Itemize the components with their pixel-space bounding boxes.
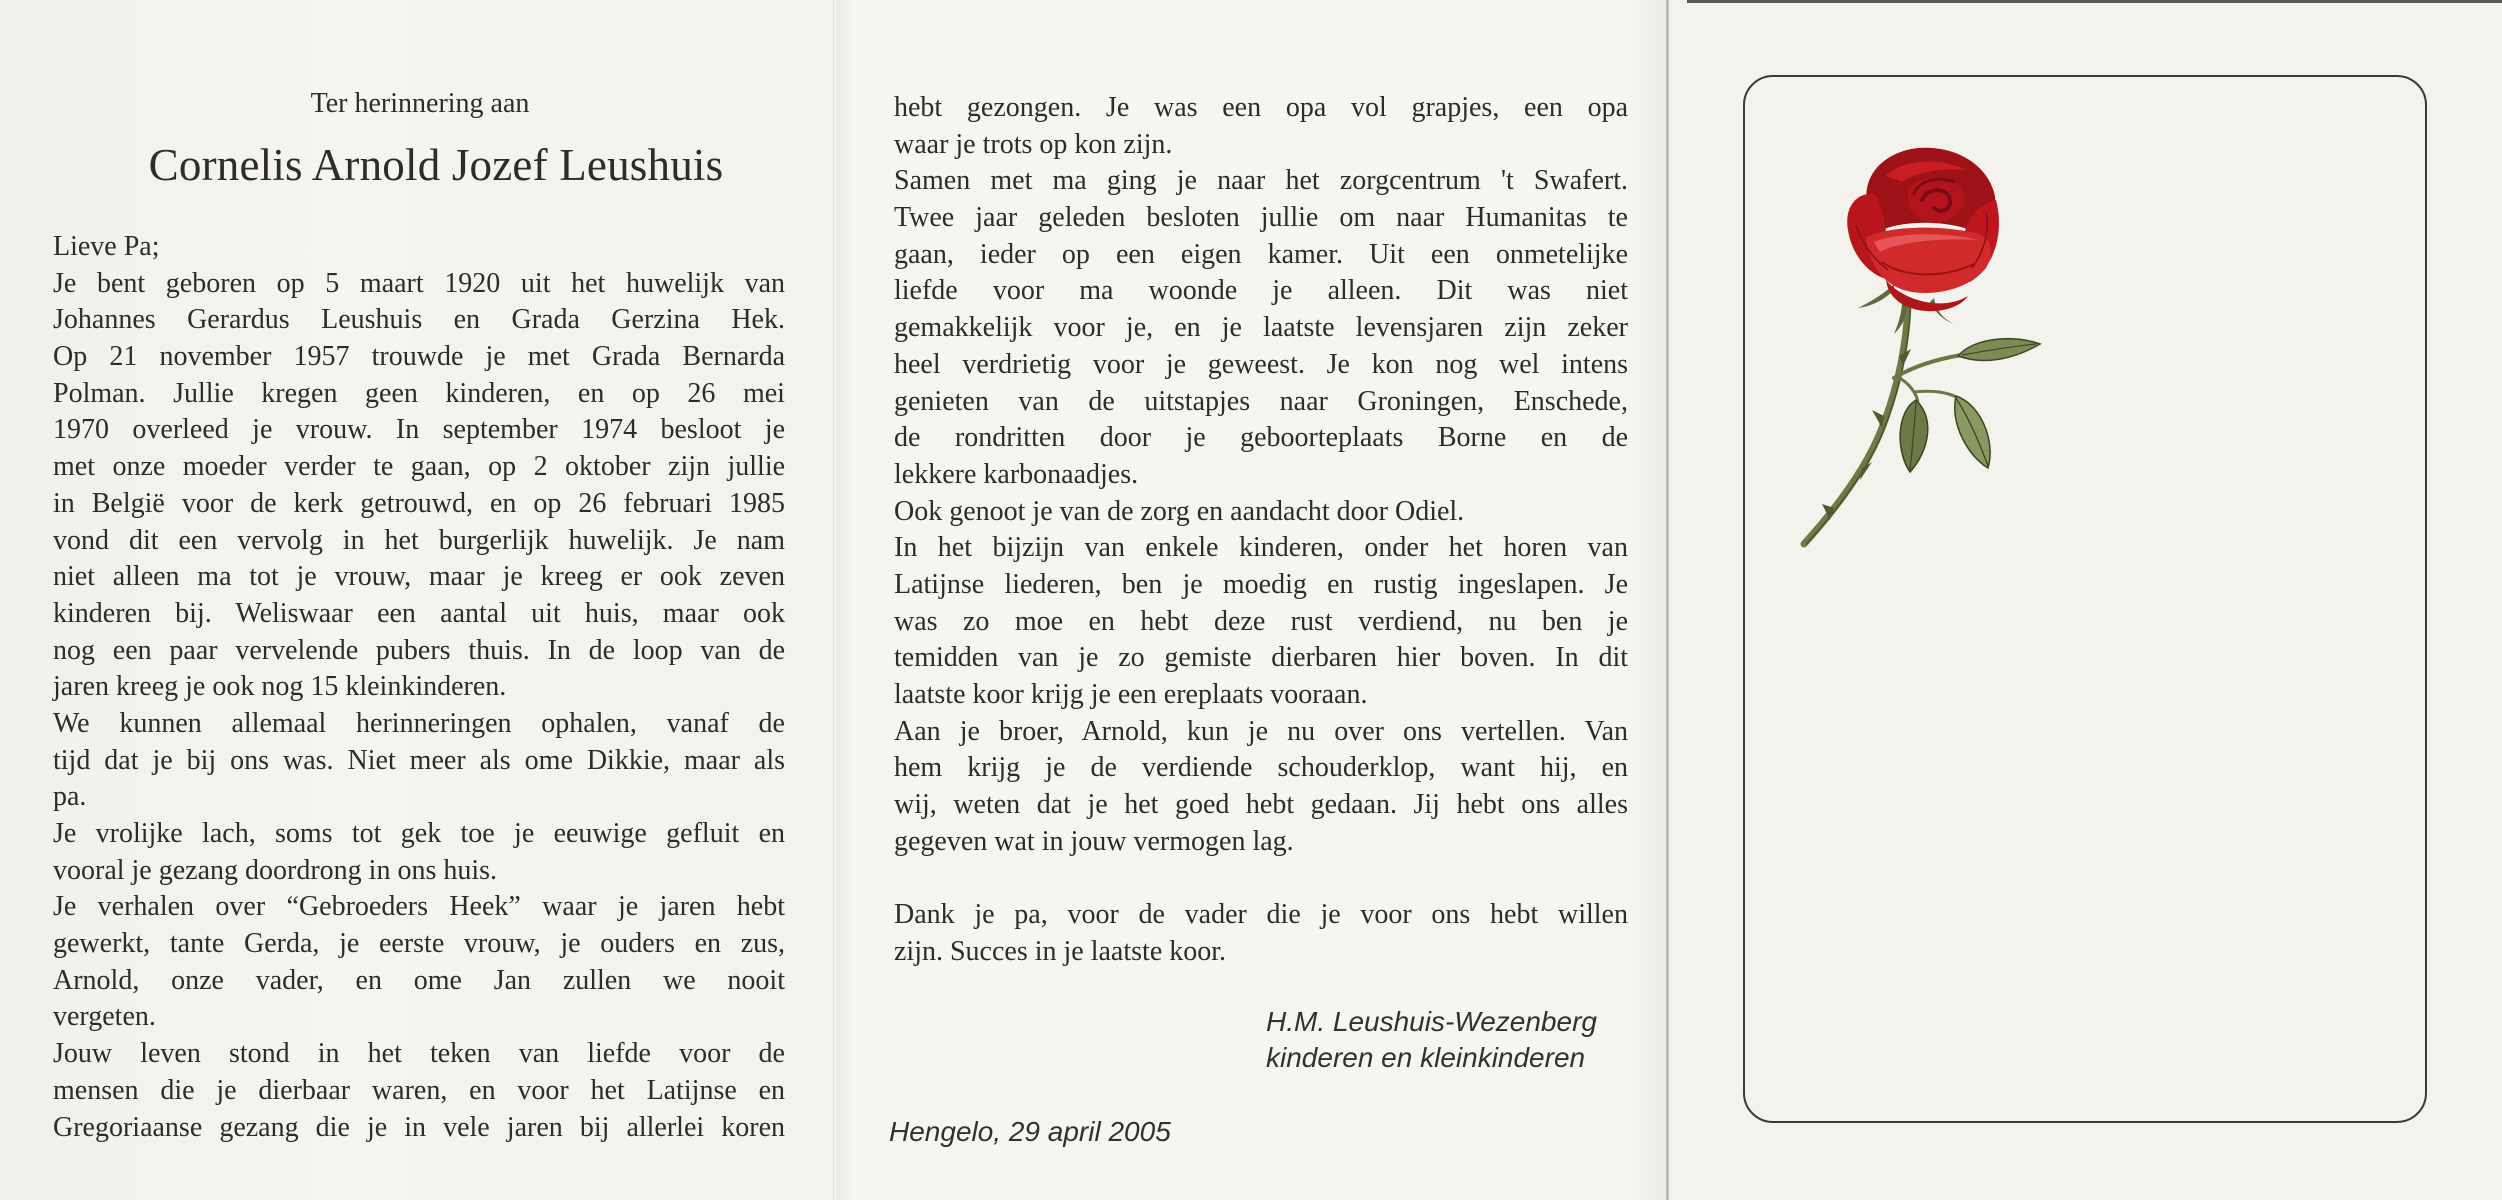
body-line: mensen die je dierbaar waren, en voor het Latijnse en — [53, 1074, 786, 1106]
body-line: vond dit een vervolg in het burgerlijk huwelijk. Je nam — [53, 524, 785, 556]
body-line: Samen met ma ging je naar het zorgcentrum 't Swafert. — [894, 165, 1629, 197]
body-line: temidden van je zo gemiste dierbaren hier boven. In dit — [894, 642, 1629, 674]
body-line: Op 21 november 1957 trouwde je met Grada Bernarda — [53, 341, 786, 373]
body-line: met onze moeder verder te gaan, op 2 oktober zijn jullie — [53, 451, 786, 483]
scan-edge — [1687, 0, 2502, 3]
body-line: laatste koor krijg je een ereplaats vooraan. — [894, 679, 1368, 710]
body-line: liefde voor ma woonde je alleen. Dit was niet — [894, 275, 1628, 307]
body-line: gemakkelijk voor je, en je laatste levensjaren zijn zeker — [894, 312, 1628, 344]
body-line: gewerkt, tante Gerda, je eerste vrouw, je ouders en zus, — [53, 928, 786, 960]
body-line: In het bijzijn van enkele kinderen, onder het horen van — [894, 532, 1628, 564]
memorial-heading: Ter herinnering aan — [310, 88, 530, 119]
middle-body-text — [894, 90, 1628, 971]
fold-line-right — [1666, 0, 1669, 1200]
left-body-text — [53, 229, 785, 1146]
body-line: Je bent geboren op 5 maart 1920 uit het huwelijk van — [53, 267, 786, 299]
body-line: in België voor de kerk getrouwd, en op 26 februari 1985 — [53, 487, 785, 519]
body-line: de rondritten door je geboorteplaats Borne en de — [894, 422, 1629, 454]
deceased-name: Cornelis Arnold Jozef Leushuis — [148, 140, 724, 190]
body-line: Johannes Gerardus Leushuis en Grada Gerzina Hek. — [53, 304, 785, 336]
body-line: was zo moe en hebt deze rust verdiend, nu ben je — [894, 605, 1628, 637]
body-line: nog een paar vervelende pubers thuis. In de loop van de — [53, 634, 786, 666]
body-line: heel verdrietig voor je geweest. Je kon nog wel intens — [894, 348, 1629, 380]
body-line: niet alleen ma tot je vrouw, maar je kreeg er ook zeven — [53, 561, 785, 593]
body-line: Je verhalen over “Gebroeders Heek” waar je jaren hebt — [53, 891, 786, 923]
place-date: Hengelo, 29 april 2005 — [889, 1116, 1171, 1147]
body-line: gegeven wat in jouw vermogen lag. — [894, 825, 1294, 857]
body-line: Twee jaar geleden besloten jullie om naar Humanitas te — [894, 202, 1628, 234]
body-line: Lieve Pa; — [53, 231, 160, 262]
body-line: 1970 overleed je vrouw. In september 1974 besloot je — [53, 414, 785, 446]
body-line: Jouw leven stond in het teken van liefde voor de — [53, 1038, 785, 1070]
body-line: Polman. Jullie kregen geen kinderen, en op 26 mei — [53, 377, 785, 409]
signature-family: kinderen en kleinkinderen — [1266, 1042, 1586, 1073]
paragraph-gap — [894, 860, 1628, 897]
body-line: hebt gezongen. Je was een opa vol grapjes, een opa — [894, 92, 1629, 123]
body-line: Aan je broer, Arnold, kun je nu over ons vertellen. Van — [894, 715, 1629, 747]
body-line: We kunnen allemaal herinneringen ophalen, vanaf de — [53, 707, 785, 739]
body-line: Arnold, onze vader, en ome Jan zullen we nooit — [53, 964, 785, 996]
body-line: Je vrolijke lach, soms tot gek toe je eeuwige gefluit en — [53, 818, 786, 849]
body-line: jaren kreeg je ook nog 15 kleinkinderen. — [53, 671, 507, 703]
red-rose-icon — [1790, 130, 2050, 560]
body-line: lekkere karbonaadjes. — [894, 458, 1139, 490]
closing-line: zijn. Succes in je laatste koor. — [894, 935, 1227, 967]
body-line: gaan, ieder op een eigen kamer. Uit een onmetelijke — [894, 238, 1629, 270]
body-line: wij, weten dat je het goed hebt gedaan. Jij hebt ons alles — [894, 789, 1628, 821]
body-line: genieten van de uitstapjes naar Groningen, Enschede, — [894, 385, 1628, 417]
body-line: tijd dat je bij ons was. Niet meer als ome Dikkie, maar als — [53, 744, 786, 776]
body-line: Ook genoot je van de zorg en aandacht door Odiel. — [894, 495, 1465, 527]
body-line: hem krijg je de verdiende schouderklop, want hij, en — [894, 752, 1629, 784]
closing-line: Dank je pa, voor de vader die je voor ons hebt willen — [894, 899, 1628, 931]
body-line: waar je trots op kon zijn. — [894, 128, 1173, 160]
body-line: vergeten. — [53, 1001, 156, 1033]
signature-name: H.M. Leushuis-Wezenberg — [1266, 1006, 1597, 1037]
body-line: Gregoriaanse gezang die je in vele jaren bij allerlei koren — [53, 1111, 785, 1143]
body-line: kinderen bij. Weliswaar een aantal uit huis, maar ook — [53, 597, 785, 629]
body-line: vooral je gezang doordrong in ons huis. — [53, 854, 498, 886]
body-line: Latijnse liederen, ben je moedig en rustig ingeslapen. Je — [894, 568, 1629, 600]
body-line: pa. — [53, 781, 87, 813]
